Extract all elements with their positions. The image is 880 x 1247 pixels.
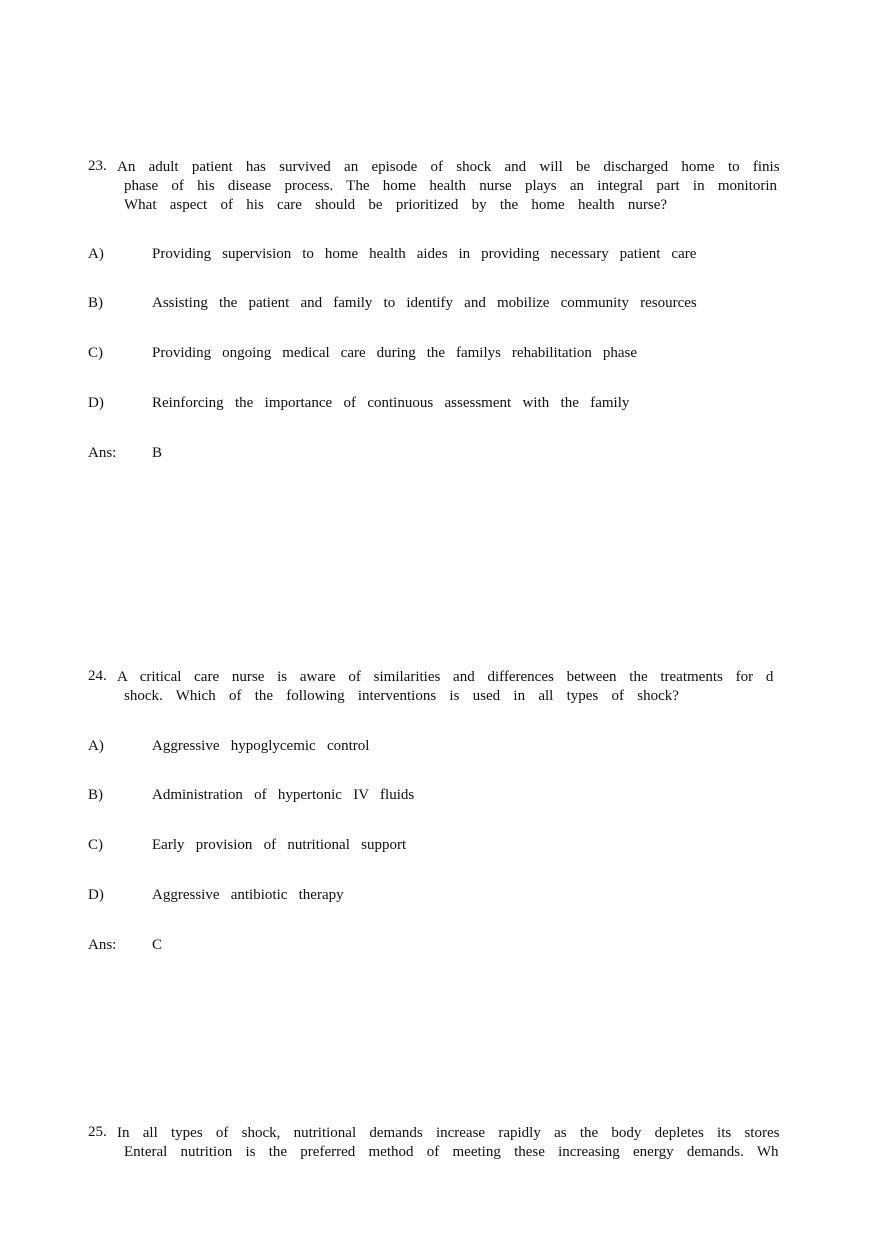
answer-row	[0, 937, 880, 957]
answer-value: B	[152, 445, 163, 461]
option-c	[0, 345, 880, 365]
option-text: Administration of hypertonic IV fluids	[152, 787, 415, 803]
option-text: Providing ongoing medical care during the familys rehabilitation phase	[152, 345, 637, 361]
option-text: Providing supervision to home health aides in providing necessary patient care	[152, 246, 697, 262]
option-text: Aggressive hypoglycemic control	[152, 738, 370, 754]
question-number: 23.	[88, 158, 107, 174]
question-number: 25.	[88, 1124, 107, 1140]
option-a	[0, 738, 880, 758]
option-letter: A)	[88, 738, 104, 754]
option-a	[0, 246, 880, 266]
option-text: Assisting the patient and family to identify and mobilize community resources	[152, 295, 697, 311]
option-letter: B)	[88, 787, 103, 803]
answer-row	[0, 445, 880, 465]
question-number: 24.	[88, 668, 107, 684]
question-stem-line: Enteral nutrition is the preferred method of meeting these increasing energy demands. Wh	[124, 1144, 779, 1160]
option-c	[0, 837, 880, 857]
option-b	[0, 787, 880, 807]
option-letter: C)	[88, 837, 103, 853]
option-text: Early provision of nutritional support	[152, 837, 407, 853]
option-d	[0, 887, 880, 907]
answer-label: Ans:	[88, 937, 117, 953]
option-b	[0, 295, 880, 315]
answer-value: C	[152, 937, 163, 953]
question-stem-line: shock. Which of the following interventions is used in all types of shock?	[124, 688, 679, 704]
answer-label: Ans:	[88, 445, 117, 461]
option-d	[0, 395, 880, 415]
question-stem-line: A critical care nurse is aware of similarities and differences between the treatments for d	[117, 669, 774, 685]
question-stem-line: phase of his disease process. The home health nurse plays an integral part in monitorin	[124, 178, 778, 194]
option-letter: D)	[88, 887, 104, 903]
option-text: Reinforcing the importance of continuous assessment with the family	[152, 395, 630, 411]
option-letter: B)	[88, 295, 103, 311]
question-stem-line: An adult patient has survived an episode of shock and will be discharged home to finis	[117, 159, 780, 175]
option-letter: D)	[88, 395, 104, 411]
question-stem-line: In all types of shock, nutritional demands increase rapidly as the body depletes its stores	[117, 1125, 780, 1141]
question-stem-line: What aspect of his care should be prioritized by the home health nurse?	[124, 197, 668, 213]
option-letter: C)	[88, 345, 103, 361]
option-letter: A)	[88, 246, 104, 262]
option-text: Aggressive antibiotic therapy	[152, 887, 344, 903]
